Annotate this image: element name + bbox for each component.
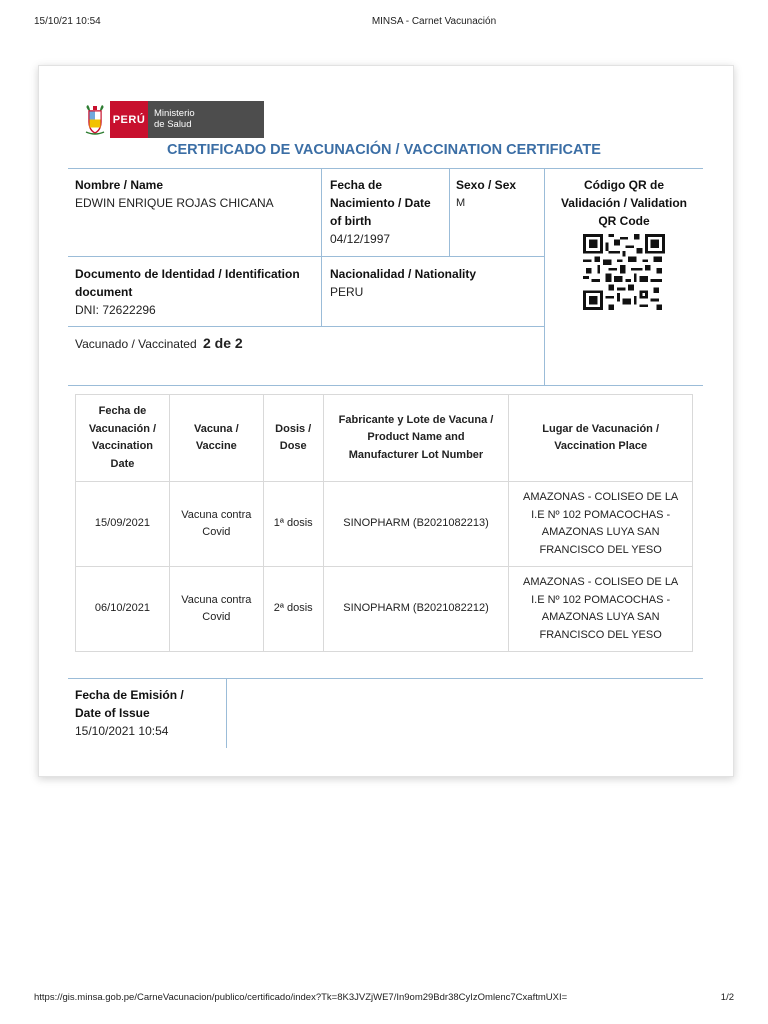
cell-vaccine: [169, 482, 263, 567]
grid-line-row1: [68, 256, 545, 257]
cell-place-line-1: AMAZONAS - COLISEO DE LA: [523, 491, 679, 503]
vaccinated-row: [75, 334, 243, 353]
cell-dose: 2ª dosis: [263, 567, 323, 652]
cell-place-line-1: AMAZONAS - COLISEO DE LA: [523, 576, 679, 588]
cell-place-line-4: FRANCISCO DEL YESO: [539, 628, 662, 641]
sex-label: Sexo / Sex: [456, 178, 517, 192]
issue-value: 15/10/2021 10:54: [75, 724, 169, 738]
print-header: [0, 16, 768, 32]
certificate-title: CERTIFICADO DE VACUNACIÓN / VACCINATION CERTIFICATE: [167, 142, 601, 158]
header-product-line-2: Product Name and: [367, 431, 465, 444]
cell-dose: 1ª dosis: [263, 482, 323, 567]
header-product: [323, 395, 509, 482]
header-date-line-1: Fecha de: [98, 405, 147, 417]
table-row: [76, 482, 693, 567]
peru-coat-of-arms-icon: [80, 101, 110, 138]
grid-line-row2: [68, 326, 545, 327]
grid-line-col2: [449, 168, 450, 256]
header-dose-line-1: Dosis /: [275, 422, 312, 435]
id-label-2: document: [75, 285, 133, 299]
vaccinated-label: Vacunado / Vaccinated: [75, 337, 197, 351]
header-place-line-2: Vaccination Place: [554, 440, 648, 452]
header-date-line-2: Vacunación /: [88, 422, 157, 435]
cell-product: SINOPHARM (B2021082213): [323, 482, 509, 567]
header-product-line-3: Manufacturer Lot Number: [348, 448, 484, 461]
qr-label-3: QR Code: [598, 214, 650, 228]
header-date-line-3: Vaccination: [91, 440, 154, 452]
id-label-1: Documento de Identidad / Identification: [75, 267, 300, 281]
nationality-label: Nacionalidad / Nationality: [330, 267, 477, 281]
ministry-line-2: de Salud: [154, 119, 192, 130]
grid-line-top: [68, 168, 703, 169]
ministry-name: [148, 101, 264, 138]
table-row: [76, 567, 693, 652]
vaccinated-value: 2 de 2: [202, 335, 243, 351]
issue-label-1: Fecha de Emisión /: [75, 688, 184, 702]
nationality-value: PERU: [330, 285, 364, 299]
page-number: 1/2: [720, 992, 734, 1003]
dob-label-1: Fecha de: [330, 178, 383, 192]
name-label: Nombre / Name: [75, 178, 164, 192]
header-date: [76, 395, 170, 482]
cell-date: 15/09/2021: [76, 482, 170, 567]
cell-vaccine-line-1: Vacuna contra: [181, 508, 252, 521]
cell-place: [509, 482, 693, 567]
qr-label-2: Validación / Validation: [560, 196, 688, 210]
vaccination-table: [75, 394, 693, 652]
header-vaccine-line-1: Vacuna /: [194, 422, 239, 435]
grid-line-col1: [321, 168, 322, 326]
table-header-row: [76, 395, 693, 482]
issue-label-2: Date of Issue: [75, 706, 150, 720]
cell-vaccine-line-2: Covid: [202, 611, 231, 623]
name-value: EDWIN ENRIQUE ROJAS CHICANA: [75, 196, 274, 210]
dob-value: 04/12/1997: [330, 232, 391, 246]
dob-label-2: Nacimiento / Date: [330, 196, 431, 210]
header-date-line-4: Date: [110, 457, 135, 470]
grid-line-issue: [68, 678, 703, 679]
print-footer: [0, 992, 768, 1008]
page-url-link[interactable]: https://gis.minsa.gob.pe/CarneVacunacion/publico/certificado/index?Tk=8K3JVZjWE7/In9om29Bdr38CyIzOmlenc7CxaftmUXI=: [34, 992, 568, 1003]
dob-label-3: of birth: [330, 214, 372, 228]
print-page-title: MINSA - Carnet Vacunación: [371, 16, 497, 27]
header-dose: [263, 395, 323, 482]
minsa-logo: [80, 101, 264, 138]
header-place-line-1: Lugar de Vacunación /: [542, 422, 660, 435]
cell-place-line-4: FRANCISCO DEL YESO: [539, 543, 662, 556]
peru-wordmark: PERÚ: [110, 101, 148, 138]
cell-product: SINOPHARM (B2021082212): [323, 567, 509, 652]
header-dose-line-2: Dose: [279, 440, 307, 452]
cell-vaccine: [169, 567, 263, 652]
cell-place-line-3: AMAZONAS LUYA SAN: [541, 526, 660, 538]
cell-vaccine-line-2: Covid: [202, 526, 231, 538]
cell-vaccine-line-1: Vacuna contra: [181, 593, 252, 606]
cell-date: 06/10/2021: [76, 567, 170, 652]
grid-line-issue-col: [226, 678, 227, 748]
id-value: DNI: 72622296: [75, 303, 156, 317]
cell-place-line-3: AMAZONAS LUYA SAN: [541, 611, 660, 623]
header-place: [509, 395, 693, 482]
cell-place: [509, 567, 693, 652]
cell-place-line-2: I.E Nº 102 POMACOCHAS -: [531, 508, 671, 521]
grid-line-row3: [68, 385, 703, 386]
header-product-line-1: Fabricante y Lote de Vacuna /: [338, 413, 494, 426]
qr-label-1: Código QR de: [584, 178, 664, 192]
sex-value: M: [456, 197, 466, 209]
header-vaccine: [169, 395, 263, 482]
cell-place-line-2: I.E Nº 102 POMACOCHAS -: [531, 593, 671, 606]
header-vaccine-line-2: Vaccine: [195, 440, 237, 452]
ministry-line-1: Ministerio: [154, 108, 195, 119]
qr-code-icon[interactable]: [583, 234, 665, 310]
print-datetime: 15/10/21 10:54: [34, 16, 101, 27]
